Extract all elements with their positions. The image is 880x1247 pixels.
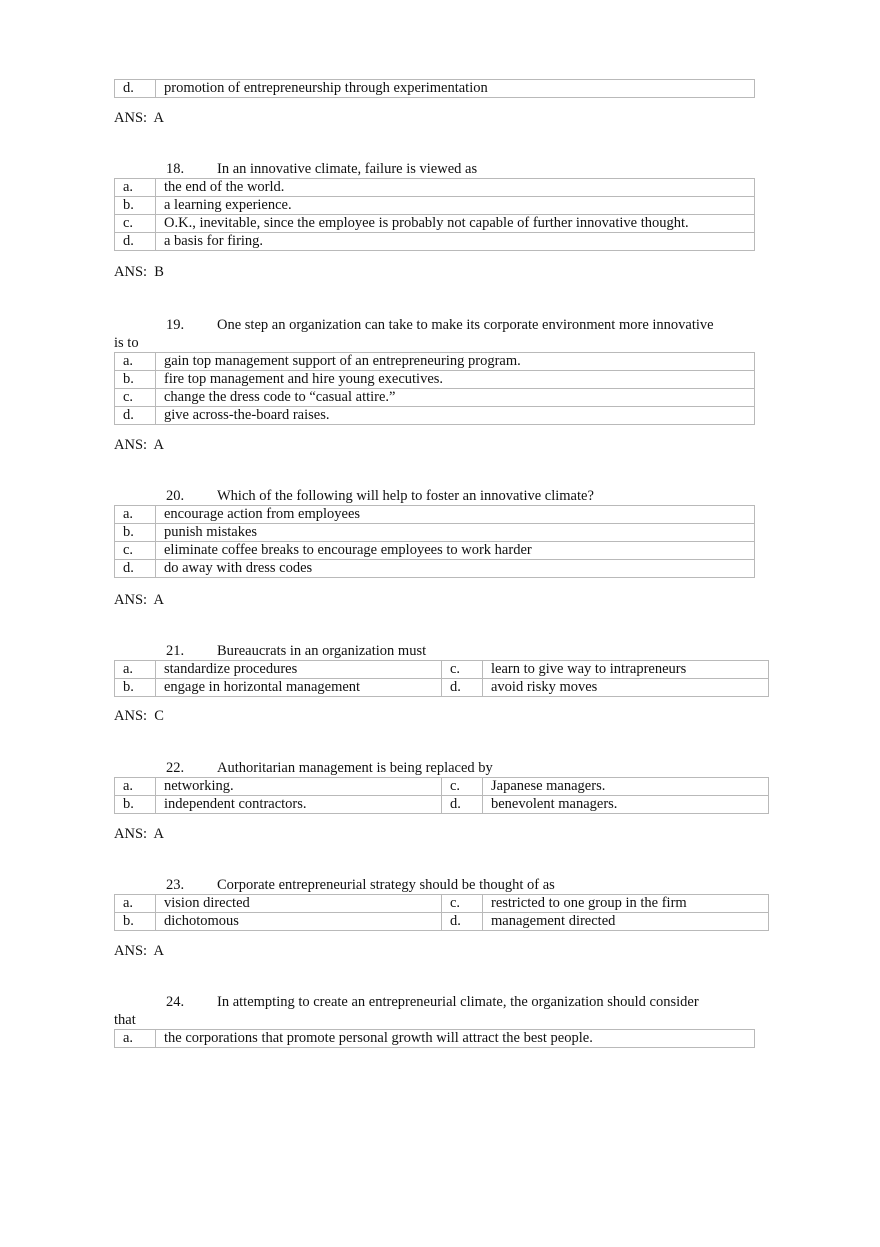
question-17-tail (114, 79, 814, 98)
option-text: management directed (483, 913, 769, 931)
question-number: 22. (166, 760, 185, 776)
option-letter: b. (115, 197, 156, 215)
option-letter: c. (115, 389, 156, 407)
option-text: standardize procedures (156, 661, 442, 679)
option-text: vision directed (156, 895, 442, 913)
option-row (115, 407, 755, 425)
option-letter: b. (115, 524, 156, 542)
option-letter: b. (115, 679, 156, 697)
option-row (115, 661, 769, 679)
question-text: Bureaucrats in an organization must (217, 643, 427, 659)
option-letter: d. (115, 80, 156, 98)
answer-23: ANS: A (114, 943, 164, 959)
option-row (115, 215, 755, 233)
option-row (115, 796, 769, 814)
options-table (114, 1029, 755, 1048)
option-letter: b. (115, 796, 156, 814)
option-text: a basis for firing. (156, 233, 755, 251)
question-text: Authoritarian management is being replaced by (217, 760, 493, 776)
option-letter: d. (442, 679, 483, 697)
options-table (114, 505, 755, 578)
option-row (115, 679, 769, 697)
question-text: Which of the following will help to foster an innovative climate? (217, 488, 594, 504)
options-table (114, 894, 769, 931)
option-letter: d. (115, 233, 156, 251)
option-text: dichotomous (156, 913, 442, 931)
option-row (115, 233, 755, 251)
option-letter: c. (115, 215, 156, 233)
option-letter: a. (115, 353, 156, 371)
question-21 (114, 642, 814, 697)
question-number: 23. (166, 877, 185, 893)
question-text: One step an organization can take to make its corporate environment more innovative (217, 317, 714, 333)
question-18 (114, 160, 814, 251)
question-text: In an innovative climate, failure is viewed as (217, 161, 478, 177)
question-number: 24. (166, 994, 185, 1010)
question-number: 20. (166, 488, 185, 504)
option-row (115, 560, 755, 578)
option-row (115, 197, 755, 215)
option-text: do away with dress codes (156, 560, 755, 578)
option-letter: d. (442, 796, 483, 814)
option-letter: a. (115, 506, 156, 524)
question-text-continued: that (114, 1012, 136, 1028)
option-letter: a. (115, 179, 156, 197)
option-letter: a. (115, 661, 156, 679)
option-text: change the dress code to “casual attire.” (156, 389, 755, 407)
option-row (115, 179, 755, 197)
option-text: learn to give way to intrapreneurs (483, 661, 769, 679)
option-text: restricted to one group in the firm (483, 895, 769, 913)
option-letter: c. (115, 542, 156, 560)
option-text: a learning experience. (156, 197, 755, 215)
option-letter: b. (115, 913, 156, 931)
question-stem (114, 160, 814, 178)
option-text: avoid risky moves (483, 679, 769, 697)
option-text: engage in horizontal management (156, 679, 442, 697)
question-text: In attempting to create an entrepreneurial climate, the organization should consider (217, 994, 699, 1010)
option-text: Japanese managers. (483, 778, 769, 796)
option-letter: a. (115, 778, 156, 796)
option-letter: d. (442, 913, 483, 931)
question-stem (114, 316, 814, 352)
option-row (115, 913, 769, 931)
option-text: networking. (156, 778, 442, 796)
option-text: gain top management support of an entrepreneuring program. (156, 353, 755, 371)
options-table (114, 178, 755, 251)
option-text: fire top management and hire young executives. (156, 371, 755, 389)
option-text: the end of the world. (156, 179, 755, 197)
option-row (115, 371, 755, 389)
question-text: Corporate entrepreneurial strategy should be thought of as (217, 877, 555, 893)
option-row (115, 80, 755, 98)
option-text: punish mistakes (156, 524, 755, 542)
options-table (114, 660, 769, 697)
options-table (114, 79, 755, 98)
option-letter: a. (115, 1030, 156, 1048)
question-stem (114, 487, 814, 505)
option-text: independent contractors. (156, 796, 442, 814)
answer-19: ANS: A (114, 437, 164, 453)
options-table (114, 352, 755, 425)
option-text: encourage action from employees (156, 506, 755, 524)
options-table (114, 777, 769, 814)
option-letter: d. (115, 407, 156, 425)
option-text: O.K., inevitable, since the employee is probably not capable of further innovative thought. (156, 215, 755, 233)
answer-17: ANS: A (114, 110, 164, 126)
question-19 (114, 316, 814, 425)
option-row (115, 353, 755, 371)
option-row (115, 895, 769, 913)
answer-18: ANS: B (114, 264, 164, 280)
question-stem (114, 642, 814, 660)
option-row (115, 506, 755, 524)
option-row (115, 778, 769, 796)
option-text: the corporations that promote personal growth will attract the best people. (156, 1030, 755, 1048)
option-letter: d. (115, 560, 156, 578)
option-text: eliminate coffee breaks to encourage employees to work harder (156, 542, 755, 560)
question-22 (114, 759, 814, 814)
answer-20: ANS: A (114, 592, 164, 608)
option-letter: c. (442, 895, 483, 913)
option-text: promotion of entrepreneurship through experimentation (156, 80, 755, 98)
question-20 (114, 487, 814, 578)
question-24 (114, 993, 814, 1048)
option-row (115, 542, 755, 560)
question-23 (114, 876, 814, 931)
answer-21: ANS: C (114, 708, 164, 724)
question-text-continued: is to (114, 335, 139, 351)
question-stem (114, 759, 814, 777)
question-number: 21. (166, 643, 185, 659)
question-number: 19. (166, 317, 185, 333)
answer-22: ANS: A (114, 826, 164, 842)
question-number: 18. (166, 161, 185, 177)
option-row (115, 389, 755, 407)
option-letter: b. (115, 371, 156, 389)
option-letter: c. (442, 661, 483, 679)
option-row (115, 524, 755, 542)
option-row (115, 1030, 755, 1048)
option-letter: a. (115, 895, 156, 913)
question-stem (114, 993, 814, 1029)
option-text: benevolent managers. (483, 796, 769, 814)
option-letter: c. (442, 778, 483, 796)
option-text: give across-the-board raises. (156, 407, 755, 425)
question-stem (114, 876, 814, 894)
